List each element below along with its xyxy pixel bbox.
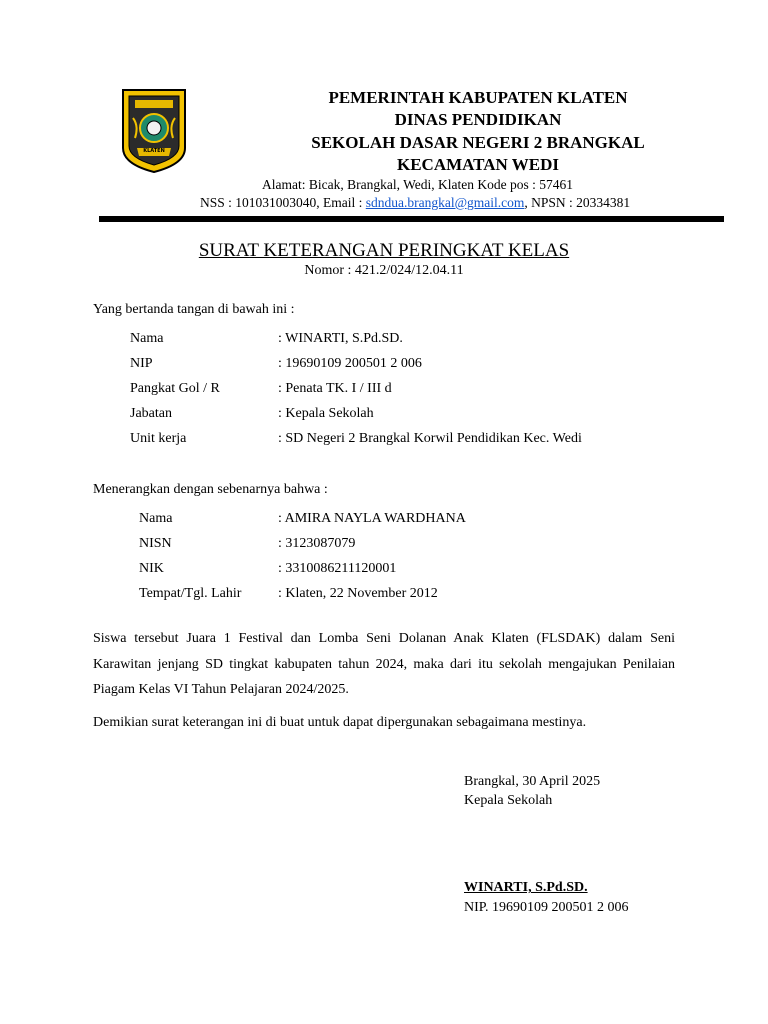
signer-label: Nama (130, 331, 164, 346)
header-divider (99, 216, 724, 222)
signer-label: NIP (130, 356, 153, 371)
student-value: : Klaten, 22 November 2012 (278, 586, 438, 601)
logo-caption: KLATEN (143, 148, 165, 154)
student-label: Nama (139, 511, 173, 526)
body-paragraph: Siswa tersebut Juara 1 Festival dan Lomba Seni Dolanan Anak Klaten (FLSDAK) dalam Seni Karawitan jenjang SD tingkat kabupaten tahun 2024, maka dari itu sekolah mengajukan Penilaian Piagam Kelas VI Tahun Pelajaran 2024/2025. (93, 631, 675, 697)
signer-value: : Kepala Sekolah (278, 406, 374, 421)
header-school: SEKOLAH DASAR NEGERI 2 BRANGKAL (311, 133, 645, 152)
student-label: NISN (139, 536, 172, 551)
place-date: Brangkal, 30 April 2025 (464, 774, 601, 789)
student-label: NIK (139, 561, 164, 576)
signer-value: : WINARTI, S.Pd.SD. (278, 331, 403, 346)
email-link[interactable]: sdndua.brangkal@gmail.com (365, 195, 525, 210)
signer-value: : 19690109 200501 2 006 (278, 356, 422, 371)
student-value: : 3123087079 (278, 536, 356, 551)
statement-intro: Menerangkan dengan sebenarnya bahwa : (93, 482, 328, 497)
header-department: DINAS PENDIDIKAN (394, 110, 562, 129)
header-district: KECAMATAN WEDI (397, 155, 559, 174)
intro-text: Yang bertanda tangan di bawah ini : (93, 302, 295, 317)
document-title: SURAT KETERANGAN PERINGKAT KELAS (198, 240, 570, 261)
signer-label: Jabatan (130, 406, 172, 421)
header-government: PEMERINTAH KABUPATEN KLATEN (328, 88, 628, 107)
header-contact (200, 195, 630, 211)
nss-text: NSS : 101031003040, Email : (200, 195, 366, 210)
signer-label: Pangkat Gol / R (130, 381, 220, 396)
student-value: : AMIRA NAYLA WARDHANA (278, 511, 466, 526)
npsn-text: , NPSN : 20334381 (524, 195, 631, 210)
signer-nip: NIP. 19690109 200501 2 006 (464, 900, 629, 915)
signer-value: : SD Negeri 2 Brangkal Korwil Pendidikan Kec. Wedi (278, 431, 582, 446)
signer-name: WINARTI, S.Pd.SD. (464, 880, 588, 895)
document-number: Nomor : 421.2/024/12.04.11 (304, 263, 464, 278)
signer-position: Kepala Sekolah (464, 793, 553, 808)
regency-logo (121, 88, 187, 174)
student-label: Tempat/Tgl. Lahir (139, 586, 242, 601)
header-address: Alamat: Bicak, Brangkal, Wedi, Klaten Kode pos : 57461 (262, 177, 573, 192)
signer-value: : Penata TK. I / III d (278, 381, 392, 396)
student-value: : 3310086211120001 (278, 561, 397, 576)
signer-label: Unit kerja (130, 431, 187, 446)
closing-paragraph: Demikian surat keterangan ini di buat untuk dapat dipergunakan sebagaimana mestinya. (93, 715, 587, 730)
